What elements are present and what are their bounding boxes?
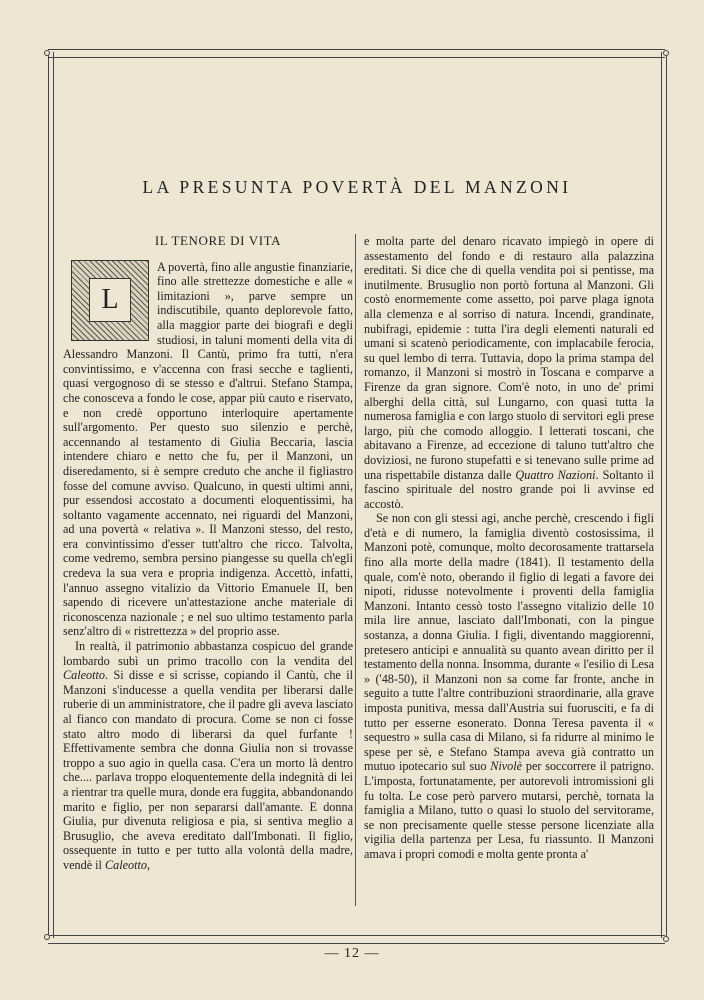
section-heading: IL TENORE DI VITA (154, 233, 282, 248)
paragraph: In realtà, il patrimonio abbastanza cospicuo del grande lombardo subì un primo tracollo con la vendita del Caleotto. Si disse e si scrisse, copiando il Cantù, che il Manzoni s'inducesse a quella vendita per liberarsi dalle ruberie di un amministratore, che il padre gli aveva lasciato al fianco con mandato di procura. Come se non ci fosse stato altro modo di liberarsi da quel furfante ! Effettivamente sembra che donna Giulia non si trovasse troppo a suo agio in quella casa. C'era un morto là dentro che.... parlava troppo eloquentemente della indegnità di lei a rientrar tra quelle mura, donde era fuggita, abbandonando marito e figlio, per non separarsi dall'amante. E donna Giulia, pur divenuta religiosa e pia, si sentiva meglio a Brusuglio, che aveva ereditato dall'Imbonati. Il figlio, ossequente in tutto e per tutto alla volontà della madre, vendè il Caleotto, (63, 639, 353, 872)
frame-left-rule (48, 52, 54, 938)
paragraph: Se non con gli stessi agi, anche perchè, crescendo i figli d'età e di numero, la famiglia diventò costosissima, il Manzoni potè, comunque, molto decorosamente trattarsela fino alla morte della madre (1841). Il testamento della quale, com'è noto, oberando il figlio di legati a favore dei nipoti, ridusse notevolmente i proventi della famiglia Manzoni. Intanto cessò tosto l'assegno vitalizio delle 10 mila lire annue, lasciato dall'Imbonati, con la pingue sostanza, a donna Giulia. I figli, diventando maggiorenni, pretesero anticipi e annualità su quanto avean diritto per il testamento della nonna. Insomma, durante « l'esilio di Lesa » ('48-50), il Manzoni non sa come far fronte, anche in seguito a tutte l'altre contribuzioni straordinarie, alla grave imposta punitiva, messa dall'Austria sui fuorusciti, e fa di tutto per esserne esonerato. Donna Teresa paventa il « sequestro » sulla casa di Milano, si fa ridurre al minimo le spese per sè, e Stefano Stampa aveva già contratto un mutuo ipotecario sul suo Nivolè per soccorrere il patrigno. L'imposta, fortunatamente, per autorevoli intromissioni gli fu tolta. Le cose però parvero mutarsi, perchè, tornata la famiglia a Milano, tutto o quasi lo stuolo del servitorame, se non precisamente quelle stesse persone licenziate alla vigilia della partenza per Lesa, fu riassunto. Il Manzoni amava i propri comodi e molta gente pronta a' (364, 511, 654, 861)
frame-right-rule (661, 52, 667, 938)
page-title: LA PRESUNTA POVERTÀ DEL MANZONI (142, 177, 572, 197)
dropcap-letter: L (89, 278, 131, 322)
frame-bottom-rule (48, 935, 665, 944)
paragraph: e molta parte del denaro ricavato impiegò in opere di assestamento del fondo e di restauro alla palazzina ereditati. Si dice che di quella vendita poi si pentisse, ma inutilmente. Brusuglio non portò fortuna al Manzoni. Gli costò enormemente come assetto, poi parve plaga ignota alla clemenza e al sorriso di natura. Incendi, grandinate, nubifragi, epidemie : tutta l'ira degli elementi naturali ed umani si scatenò periodicamente, con implacabile ferocia, su quel lembo di terra. Tuttavia, dopo la prima stampa del romanzo, il Manzoni si mostrò in Toscana e comparve a Firenze da gran signore. Com'è noto, in uno de' primi alberghi della città, sul Lungarno, con quasi tutta la numerosa famiglia e con largo stuolo di servitori egli prese largo, più che comodo alloggio. I letterati toscani, che abitavano a Firenze, ad eccezione di taluno tutt'altro che doviziosi, ne furono stupefatti e si tenevano sulle prime ad una rispettabile distanza dalle Quattro Nazioni. Soltanto il fascino spirituale del nostro grande poi li avvinse ed accostò. (364, 234, 654, 511)
column-divider (355, 234, 356, 906)
corner-ornament-icon (663, 936, 669, 942)
frame-top-rule (48, 49, 665, 58)
page-number: — 12 — (324, 946, 380, 961)
corner-ornament-icon (663, 50, 669, 56)
paragraph: A povertà, fino alle angustie finanziarie, fino alle strettezze domestiche e alle « limitazioni », parve sempre un indiscutibile, quanto deplorevole fatto, alla maggior parte dei biografi e degli studiosi, in taluni momenti della vita di Alessandro Manzoni. Il Cantù, primo fra tutti, n'era convintissimo, e v'accenna con frasi secche e taglienti, quasi vergognoso di se stesso e d'altrui. Stefano Stampa, che conosceva a fondo le cose, appar più cauto e riservato, e non credè opportuno interloquire apertamente sull'argomento. Per questo suo silenzio e perchè, accennando al testamento di Giulia Beccaria, lascia intendere chiaro e netto che fu, per il Manzoni, un diseredamento, si è sempre creduto che anche il figliastro fosse del comune avviso. Qualcuno, in questi ultimi anni, pur essendosi accostato a documenti eloquentissimi, ha soltanto vagamente accennato, nei riguardi del Manzoni, ad una povertà « relativa ». Il Manzoni stesso, del resto, era convintissimo d'esser tutt'altro che ricco. Talvolta, come vedremo, sembra persino piangesse su quella ch'egli credeva la sua vera e propria indigenza. Accettò, infatti, l'annuo assegno vitalizio da Vittorio Emanuele II, ben sapendo di ricevere un'attestazione anche materiale di riconoscenza nazionale ; e nel suo ultimo testamento parla senz'altro di « ristrettezza » del proprio asse. (63, 259, 353, 639)
left-column (63, 234, 353, 873)
corner-ornament-icon (44, 50, 50, 56)
right-column (364, 234, 654, 862)
corner-ornament-icon (44, 934, 50, 940)
ornamental-initial-icon (71, 260, 149, 341)
